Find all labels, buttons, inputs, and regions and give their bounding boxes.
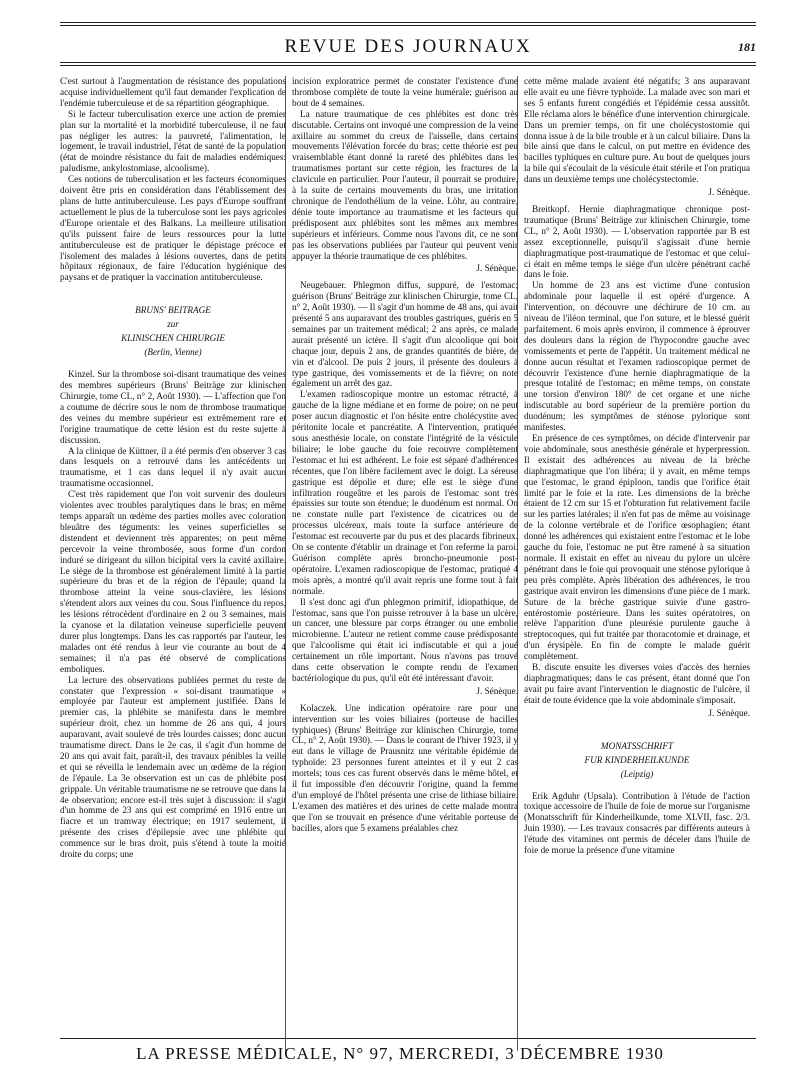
section-line: zur (167, 319, 179, 330)
author-signature: J. Sénèque. (476, 685, 518, 696)
page-header-title: REVUE DES JOURNAUX (284, 36, 532, 57)
page-footer: LA PRESSE MÉDICALE, N° 97, MERCREDI, 3 DÉCEMBRE 1930 (136, 1044, 664, 1063)
section-line: KLINISCHEN CHIRURGIE (121, 333, 225, 344)
article-abstract: Breitkopf. Hernie diaphragmatique chronique post-traumatique (Bruns' Beiträge zur klinischen Chirurgie, tome CL, n° 2, Août 1930). — L'observation rapportée par B est assez exceptionnelle, puisqu'il s'agissait d'une hernie diaphragmatique post-traumatique de l'estomac et que celui-ci était en même temps le siège d'un ulcère pénétrant caché dans le foie. (524, 203, 750, 280)
section-line: (Leipzig) (620, 768, 654, 779)
paragraph: cette même malade avaient été négatifs; 3 ans auparavant elle avait eu une fièvre typhoïde. La malade avec son mari et ses 5 enfants furent congédiés et l'épidémie cessa aussitôt. Elle réclama alors le bénéfice d'une intervention chirurgicale. Dans un premier temps, on fit une cholécystostomie qui donna issue à de la bile trouble et à un calcul biliaire. Dans la bile ainsi que dans le calcul, on put mettre en évidence des bacilles typhiques en culture pure. Au bout de quelques jours la bile qui s'écoulait de la vésicule était stérile et l'on pratiqua dans un deuxième temps une cholécystectomie. (524, 76, 750, 185)
header-rule-top-2 (60, 25, 756, 26)
paragraph: La lecture des observations publiées permet du reste de constater que l'expression « soi-disant traumatique » employée par l'auteur est amplement justifiée. Dans le premier cas, la phlébite se manifesta dans le membre supérieur droit, chez un homme de 26 ans qui, 4 jours auparavant, avait soulevé de très lourdes caisses; donc aucun traumatisme direct. Dans le 2e cas, il s'agit d'un homme de 20 ans qui avait fait, paraît-il, des travaux pénibles la veille et qui se réveilla le lendemain avec un œdème de la région de l'épaule. La 3e observation est un cas de phlébite post grippale. Un véritable traumatisme ne se retrouve que dans la 4e observation; encore est-il très sujet à discussion: il s'agit d'un homme de 23 ans qui est comprimé en 1916 entre un fiacre et un tramway électrique; en 1917 seulement, il présente des crises d'épilepsie avec une phlébite qui commence sur le bras droit, puis s'étend à toute la moitié droite du corps; une (60, 674, 286, 860)
paragraph: B. discute ensuite les diverses voies d'accès des hernies diaphragmatiques; dans le cas présent, étant donné que l'on avait pu faire avant l'intervention le diagnostic de l'ulcère, il était de toute évidence que la voie abdominale s'imposait. (524, 662, 750, 705)
header-rule-bottom (60, 62, 756, 63)
paragraph: C'est très rapidement que l'on voit survenir des douleurs violentes avec troubles paralytiques dans le bras; en même temps apparaît un œdème des parties molles avec coloration bleuâtre des téguments: les veines superficielles se distendent et deviennent très apparentes; on peut même percevoir la veine thrombosée, sous forme d'un cordon induré se dirigeant du sillon bicipital vers la cavité axillaire. Le siège de la thrombose est généralement limité à la partie supérieure du bras et de la région de l'épaule; quand la thrombose atteint la veine sous-clavière, les lésions s'étendent alors aux veines du cou. Sous l'influence du repos, les lésions rétrocèdent d'ordinaire en 2 ou 3 semaines, mais la cyanose et la dilatation veineuse superficielle peuvent durer plus longtemps. Dans les cas rapportés par l'auteur, les malades ont été rendus à leur vie courante au bout de 4 semaines; il n'a pas été observé de complications emboliques. (60, 489, 286, 674)
column-2 (292, 76, 518, 834)
paragraph: Si le facteur tuberculisation exerce une action de premier plan sur la mortalité et la morbidité tuberculeuse, il ne faut pas négliger les autres: la pauvreté, l'alimentation, le logement, le travail industriel, l'état de santé de la population (état de moindre résistance du fait de maladies endémiques: paludisme, ankylostomiase, alcoolisme). (60, 108, 286, 174)
paragraph: incision exploratrice permet de constater l'existence d'une thrombose complète de toute la veine humérale; guérison au bout de 4 semaines. (292, 76, 518, 108)
paragraph: Un homme de 23 ans est victime d'une contusion abdominale pour laquelle il est opéré d'urgence. A l'intervention, on découvre une déchirure de 10 cm. au niveau de l'iléon terminal, que l'on suture, et le blessé guérit parfaitement. 6 mois après environ, il commence à éprouver des douleurs dans la région de l'hypocondre gauche avec vomissements et perte de l'appétit. Un traitement médical ne donne aucun résultat et l'examen radioscopique permet de découvrir l'existence d'une hernie diaphragmatique de la presque totalité de l'estomac; en même temps, on constate une torsion d'environ 180° de cet organe et une niche indiscutable au bord supérieur de la première portion du duodénum; les symptômes de sténose pylorique sont manifestes. (524, 280, 750, 433)
paragraph: L'examen radioscopique montre un estomac rétracté, à gauche de la ligne médiane et en forme de poire; on ne peut poser aucun diagnostic et l'on hésite entre cholécystite avec péritonite locale et pancréatite. A l'intervention, pratiquée sous anesthésie locale, on constate l'intégrité de la vésicule biliaire; le lobe gauche du foie recouvre complètement l'estomac et lui est adhérent. Le foie est séparé d'adhérences récentes, que l'on libère facilement avec le doigt. La séreuse gastrique est dépolie et dure; elle est le siège d'une infiltration rougeâtre et les parois de l'estomac sont très épaissies sur toute son étendue; le duodénum est normal. On ne constate nulle part l'existence de cicatrices ou de processus ulcéreux, mais toute la surface antérieure de l'estomac est recouverte par du pus et des placards fibrineux. On se contente d'établir un drainage et l'on referme la paroi. Guérison complète après broncho-pneumonie post-opératoire. L'examen radioscopique de l'estomac, pratiqué 4 mois après, a montré qu'il avait repris une forme tout à fait normale. (292, 389, 518, 596)
footer-rule (60, 1038, 756, 1039)
article-abstract: Neugebauer. Phlegmon diffus, suppuré, de l'estomac; guérison (Bruns' Beiträge zur klinischen Chirurgie, tome CL, n° 2, Août 1930). — Il s'agit d'un homme de 48 ans, qui avait présenté 5 ans auparavant des troubles gastriques, guéris en 5 semaines par un traitement médical; 2 ans après, ce malade aurait présenté un ictère. Il s'agit d'un alcoolique qui boit chaque jour, depuis 2 ans, de grandes quantités de bière, de vin et d'alcool. De puis 2 jours, il présente des douleurs à type gastrique, des vomissements et de la fièvre; on note également un arrêt des gaz. (292, 280, 518, 389)
paragraph: A la clinique de Küttner, il a été permis d'en observer 3 cas dans lesquels on a retrouvé dans les antécédents un traumatisme, et 1 cas dans lequel il n'y avait aucun traumatisme occasionnel. (60, 445, 286, 489)
article-abstract: Erik Agduhr (Upsala). Contribution à l'étude de l'action toxique accessoire de l'huile de foie de morue sur l'organisme (Monatsschrift für Kinderheilkunde, tome XLVII, fasc. 2/3. Juin 1930). — Les travaux consacrés par différents auteurs à l'étude des vitamines ont permis de déceler dans l'huile de foie de morue la présence d'une vitamine (524, 790, 750, 856)
paragraph: En présence de ces symptômes, on décide d'intervenir par voie abdominale, sous anesthésie générale et hyperpression. Il existait des adhérences au niveau de la brèche diaphragmatique que l'on libéra; il y avait, en même temps que l'estomac, le grand épiploon, tandis que l'orifice était limité par le foie et la rate. Les dimensions de la brèche étaient de 12 cm sur 15 et l'obturation fut relativement facile sur les parties latérales; il n'en fut pas de même au voisinage de la colonne vertébrale et de l'orifice œsophagien; étant donné les adhérences qui existaient entre l'estomac et le lobe gauche du foie, l'estomac ne put être ramené à sa situation normale. Il existait en effet au niveau du pylore un ulcère pénétrant dans le foie qui provoquait une sténose pylorique à peu près complète. Après libération des adhérences, le trou gastrique avait environ les dimensions d'une pièce de 1 mark. Suture de la brèche gastrique suivie d'une gastro-entérostomie postérieure. Dans les suites opératoires, on relève l'apparition d'une pleurésie purulente gauche à streptocoques, qui fut traitée par thoracotomie et drainage, et d'un érysipèle. En fin de compte le malade guérit complètement. (524, 433, 750, 662)
paragraph: C'est surtout à l'augmentation de résistance des populations acquise individuellement qu'il faut demander l'explication de l'endémie tuberculeuse et de sa répartition géographique. (60, 76, 286, 108)
paragraph: La nature traumatique de ces phlébites est donc très discutable. Certains ont invoqué une compression de la veine axillaire au sommet du creux de l'aisselle, dans certains mouvements l'élévation forcée du bras; cette théorie est peu vraisemblable étant donné la rareté des phlébites dans les traumatismes portant sur cette région, les fractures de la clavicule en particulier. Pour l'auteur, il pourrait se produire, à la suite de certains mouvements du bras, une irritation chronique de l'endothélium de la veine. Löhr, au contraire, dénie toute importance au traumatisme et les facteurs qui prédisposent aux phlébites sont les mêmes aux membres supérieurs et inférieurs. Comme nous l'avons dit, ce ne sont pas les observations publiées par l'auteur qui peuvent venir appuyer la théorie traumatique de ces phlébites. (292, 108, 518, 261)
section-line: (Berlin, Vienne) (144, 347, 202, 358)
section-line: BRUNS' BEITRAGE (135, 305, 211, 316)
author-signature: J. Sénèque. (708, 707, 750, 718)
paragraph: Ces notions de tuberculisation et les facteurs économiques doivent être pris en considération dans l'établissement des plans de lutte antituberculeuse. Les pays d'Europe souffrant actuellement le plus de la tuberculose sont les pays agricoles d'Europe orientale et des Balkans. La meilleure utilisation qu'ils puissent faire de leurs ressources pour la lutte antituberculeuse est de pratiquer le dépistage précoce et l'isolement des malades à lésions ouvertes, dans de petits hôpitaux régionaux, de faire l'éducation hygiénique des paysans et de pratiquer la vaccination antituberculeuse. (60, 174, 286, 283)
section-line: MONATSSCHRIFT (600, 740, 674, 751)
header-rule-bottom-2 (60, 65, 756, 66)
page-number: 181 (738, 40, 756, 54)
paragraph: Il s'est donc agi d'un phlegmon primitif, idiopathique, de l'estomac, sans que l'on puisse retrouver à la base un ulcère, un cancer, une blessure par corps étranger ou une embolie microbienne. L'auteur ne retient comme cause prédisposante que l'alcoolisme qui était ici indiscutable et qui a joué certainement un rôle important. Nous n'avons pas trouvé dans cette observation le compte rendu de l'examen bactériologique du pus, qu'il eût été intéressant d'avoir. (292, 596, 518, 683)
journal-section-heading (524, 739, 750, 781)
author-signature: J. Sénèque. (476, 263, 518, 274)
column-1 (60, 76, 286, 860)
column-3 (524, 76, 750, 856)
article-abstract: Kolaczek. Une indication opératoire rare pour une intervention sur les voies biliaires (porteuse de bacilles typhiques) (Bruns' Beiträge zur klinischen Chirurgie, tome CL, n° 2, Août 1930). — Dans le courant de l'hiver 1923, il y eut dans le village de Prausnitz une véritable épidémie de typhoïde: 23 personnes furent atteintes et il y eut 2 cas mortels; tous ces cas furent observés dans le même hôtel, et il fut impossible d'en découvrir l'origine, quand la femme d'un employé de l'hôtel présenta une crise de lithiase biliaire. L'examen des matières et des urines de cette malade montra que l'on se trouvait en présence d'une véritable porteuse de bacilles, alors que 5 examens préalables chez (292, 702, 518, 833)
journal-section-heading (60, 303, 286, 359)
section-line: FUR KINDERHEILKUNDE (584, 754, 690, 765)
author-signature: J. Sénèque. (708, 187, 750, 198)
article-abstract: Kinzel. Sur la thrombose soi-disant traumatique des veines des membres supérieurs (Bruns' Beiträge zur klinischen Chirurgie, tome CL, n° 2, Août 1930). — L'affection que l'on a coutume de décrire sous le nom de thrombose traumatique des veines du membre supérieur est extrêmement rare et l'origine traumatique de cette lésion est du reste sujette à discussion. (60, 369, 286, 445)
header-rule-top (60, 22, 756, 23)
